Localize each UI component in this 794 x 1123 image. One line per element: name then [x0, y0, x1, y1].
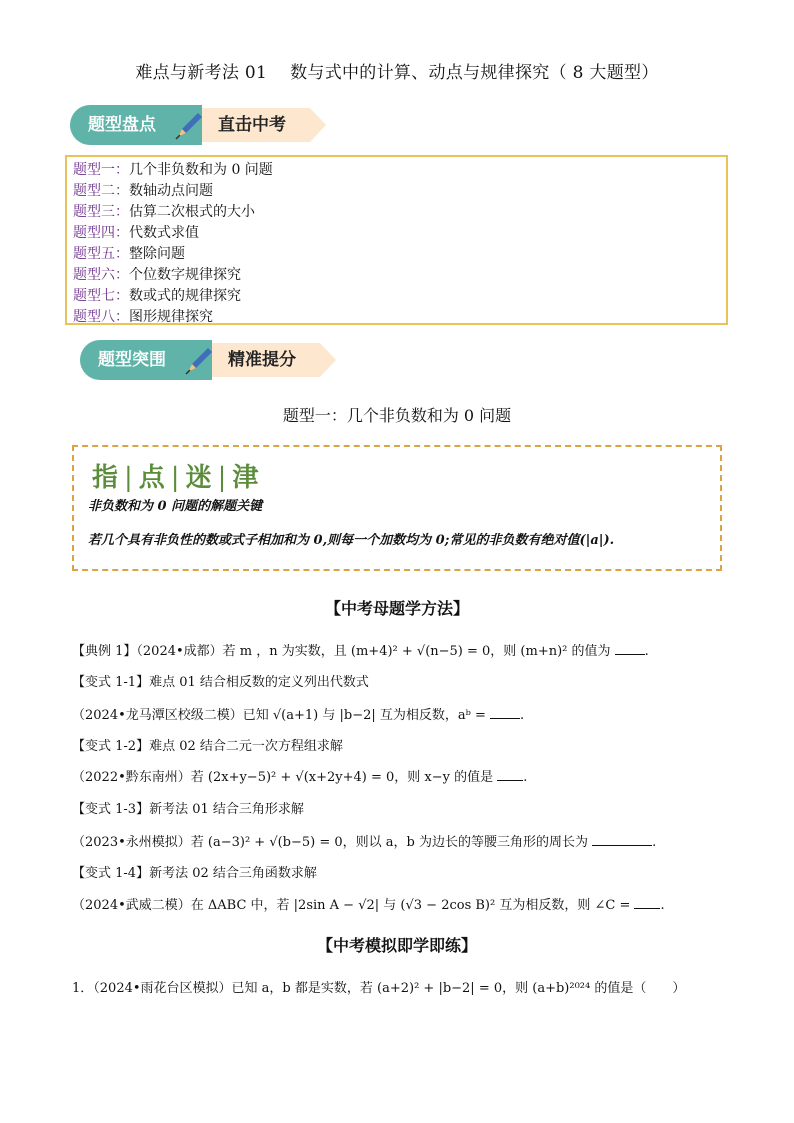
banner-right-label: 精准提分 — [212, 343, 320, 377]
answer-blank[interactable] — [615, 642, 645, 655]
type-item: 题型六：个位数字规律探究 — [73, 267, 241, 283]
tip-heading: 指 | 点 | 迷 | 津 — [92, 463, 261, 493]
type-item: 题型七：数或式的规律探究 — [73, 288, 241, 304]
tip-line-1: 非负数和为 0 问题的解题关键 — [88, 499, 263, 514]
page-title: 难点与新考法 01 数与式中的计算、动点与规律探究（ 8 大题型） — [135, 63, 659, 83]
section-title: 题型一：几个非负数和为 0 问题 — [282, 406, 512, 425]
answer-blank[interactable] — [592, 833, 652, 846]
banner-left-label: 题型盘点 — [70, 105, 202, 145]
pen-icon — [174, 109, 204, 141]
variant-question: （2024•龙马潭区校级二模）已知 √(a+1) 与 |b−2| 互为相反数，aᵇ = . — [72, 708, 525, 723]
pen-icon — [184, 344, 214, 376]
type-item: 题型三：估算二次根式的大小 — [73, 204, 255, 220]
variant-question: （2024•武威二模）在 ΔABC 中，若 |2sin A − √2| 与 (√3 − 2cos B)² 互为相反数，则 ∠C = . — [72, 898, 665, 913]
heading-practice: 【中考模拟即学即练】 — [316, 936, 477, 955]
practice-question-1: 1．（2024•雨花台区模拟）已知 a，b 都是实数，若 (a+2)² + |b−2| = 0，则 (a+b)²⁰²⁴ 的值是（ ） — [72, 981, 686, 996]
variant-topic: 【变式 1-4】新考法 02 结合三角函数求解 — [72, 866, 317, 881]
banner-right-label: 直击中考 — [202, 108, 310, 142]
variant-topic: 【变式 1-3】新考法 01 结合三角形求解 — [72, 802, 304, 817]
banner-left-label: 题型突围 — [80, 340, 212, 380]
variant-question: （2023•永州模拟）若 (a−3)² + √(b−5) = 0，则以 a，b 为边长的等腰三角形的周长为 . — [72, 835, 657, 850]
banner-arrow — [320, 343, 336, 377]
type-item: 题型四：代数式求值 — [73, 225, 199, 241]
answer-blank[interactable] — [490, 706, 520, 719]
tip-box — [72, 445, 722, 571]
type-item: 题型八：图形规律探究 — [73, 309, 213, 325]
variant-topic: 【变式 1-1】难点 01 结合相反数的定义列出代数式 — [72, 675, 369, 690]
answer-blank[interactable] — [634, 896, 660, 909]
banner-arrow — [310, 108, 326, 142]
tip-line-2: 若几个具有非负性的数或式子相加和为 0,则每一个加数均为 0;常见的非负数有绝对值(|a|). — [88, 533, 615, 548]
heading-method: 【中考母题学方法】 — [324, 599, 469, 618]
answer-blank[interactable] — [497, 768, 523, 781]
type-item: 题型五：整除问题 — [73, 246, 185, 262]
variant-topic: 【变式 1-2】难点 02 结合二元一次方程组求解 — [72, 739, 343, 754]
type-item: 题型二：数轴动点问题 — [73, 183, 213, 199]
variant-question: （2022•黔东南州）若 (2x+y−5)² + √(x+2y+4) = 0，则 x−y 的值是 . — [72, 770, 528, 785]
type-item: 题型一：几个非负数和为 0 问题 — [73, 162, 273, 178]
question-types-box — [65, 155, 728, 325]
example-question: 【典例 1】（2024•成都）若 m ，n 为实数，且 (m+4)² + √(n−5) = 0，则 (m+n)² 的值为 . — [72, 644, 649, 659]
